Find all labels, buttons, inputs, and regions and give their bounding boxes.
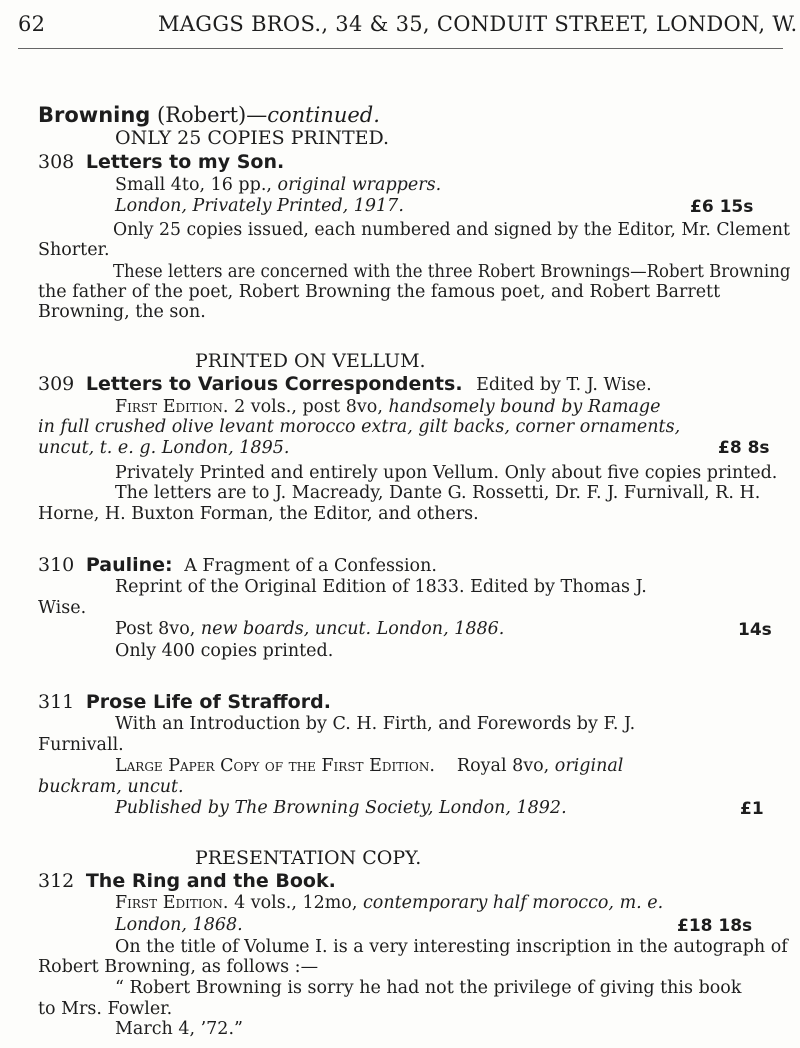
- entry-308-note-2: Shorter.: [38, 240, 110, 261]
- entry-title: Letters to my Son.: [85, 150, 285, 173]
- entry-title: Pauline:: [85, 553, 173, 576]
- entry-310-heading: 310 Pauline: A Fragment of a Confession.: [38, 553, 437, 576]
- header-rule: [18, 48, 783, 49]
- entry-title: Letters to Various Correspondents.: [85, 373, 463, 396]
- section-heading: [38, 104, 380, 126]
- page-number: 62: [18, 12, 46, 36]
- entry-308-price: £6 15s: [690, 197, 754, 218]
- entry-309-heading: 309 Letters to Various Correspondents. Edited by T. J. Wise.: [38, 373, 652, 396]
- entry-312-note-1: On the title of Volume I. is a very interesting inscription in the autograph of: [115, 937, 788, 957]
- entry-title: Prose Life of Strafford.: [85, 690, 331, 713]
- entry-309-imprint: uncut, t. e. g. London, 1895.: [38, 437, 290, 458]
- continued-label: continued.: [267, 102, 380, 127]
- entry-311-binding: buckram, uncut.: [38, 776, 184, 797]
- subheading-printed-on-vellum: PRINTED ON VELLUM.: [195, 349, 426, 372]
- author-rest: (Robert)—: [157, 102, 268, 127]
- entry-308-note-3: These letters are concerned with the three Robert Brownings—Robert Browning: [113, 262, 791, 283]
- entry-312-note-2: Robert Browning, as follows :—: [38, 956, 319, 977]
- entry-309-note-2: The letters are to J. Macready, Dante G. Rossetti, Dr. F. J. Furnivall, R. H.: [115, 483, 761, 504]
- header-title: MAGGS BROS., 34 & 35, CONDUIT STREET, LONDON, W.: [158, 12, 798, 36]
- entry-title: The Ring and the Book.: [85, 869, 336, 892]
- subheading-presentation-copy: PRESENTATION COPY.: [195, 847, 422, 870]
- entry-311-heading: 311 Prose Life of Strafford.: [38, 690, 331, 713]
- entry-311-format: Large Paper Copy of the First Edition. Royal 8vo, original: [115, 756, 624, 777]
- entry-308-heading: [38, 151, 284, 174]
- entry-308-note-4: the father of the poet, Robert Browning the famous poet, and Robert Barrett: [38, 281, 721, 302]
- entry-310-price: 14s: [738, 620, 772, 641]
- entry-310-note-2: Wise.: [38, 597, 87, 618]
- entry-310-note-1: Reprint of the Original Edition of 1833. Edited by Thomas J.: [115, 577, 647, 598]
- entry-308-format: Small 4to, 16 pp., original wrappers.: [115, 174, 442, 195]
- entry-310-imprint: Post 8vo, new boards, uncut. London, 1886.: [115, 619, 505, 640]
- entry-312-imprint: London, 1868.: [115, 914, 243, 935]
- entry-311-note-2: Furnivall.: [38, 734, 124, 755]
- entry-309-note-1: Privately Printed and entirely upon Vellum. Only about five copies printed.: [115, 462, 778, 483]
- entry-310-note-3: Only 400 copies printed.: [115, 640, 334, 661]
- entry-309-format-1: First Edition. 2 vols., post 8vo, handsomely bound by Ramage: [115, 396, 661, 417]
- entry-308-imprint: London, Privately Printed, 1917.: [115, 196, 404, 217]
- subheading-only-25: ONLY 25 COPIES PRINTED.: [115, 127, 390, 150]
- entry-number: 308: [38, 150, 75, 173]
- entry-311-price: £1: [740, 799, 764, 820]
- entry-312-note-3: “ Robert Browning is sorry he had not the privilege of giving this book: [115, 978, 742, 998]
- entry-312-format: First Edition. 4 vols., 12mo, contemporary half morocco, m. e.: [115, 893, 664, 914]
- entry-308-note-1: Only 25 copies issued, each numbered and signed by the Editor, Mr. Clement: [113, 220, 790, 241]
- entry-312-price: £18 18s: [677, 915, 753, 936]
- entry-309-note-3: Horne, H. Buxton Forman, the Editor, and others.: [38, 503, 479, 524]
- entry-312-heading: 312 The Ring and the Book.: [38, 869, 336, 892]
- author-name: Browning: [38, 102, 151, 127]
- entry-308-note-5: Browning, the son.: [38, 302, 206, 323]
- entry-311-note-1: With an Introduction by C. H. Firth, and Forewords by F. J.: [115, 714, 636, 735]
- entry-312-note-5: March 4, ’72.”: [115, 1019, 243, 1039]
- running-header: [18, 6, 798, 46]
- entry-309-price: £8 8s: [718, 438, 770, 459]
- entry-311-imprint: Published by The Browning Society, London, 1892.: [115, 798, 567, 819]
- entry-312-note-4: to Mrs. Fowler.: [38, 998, 173, 1019]
- entry-309-format-2: in full crushed olive levant morocco extra, gilt backs, corner ornaments,: [38, 417, 681, 438]
